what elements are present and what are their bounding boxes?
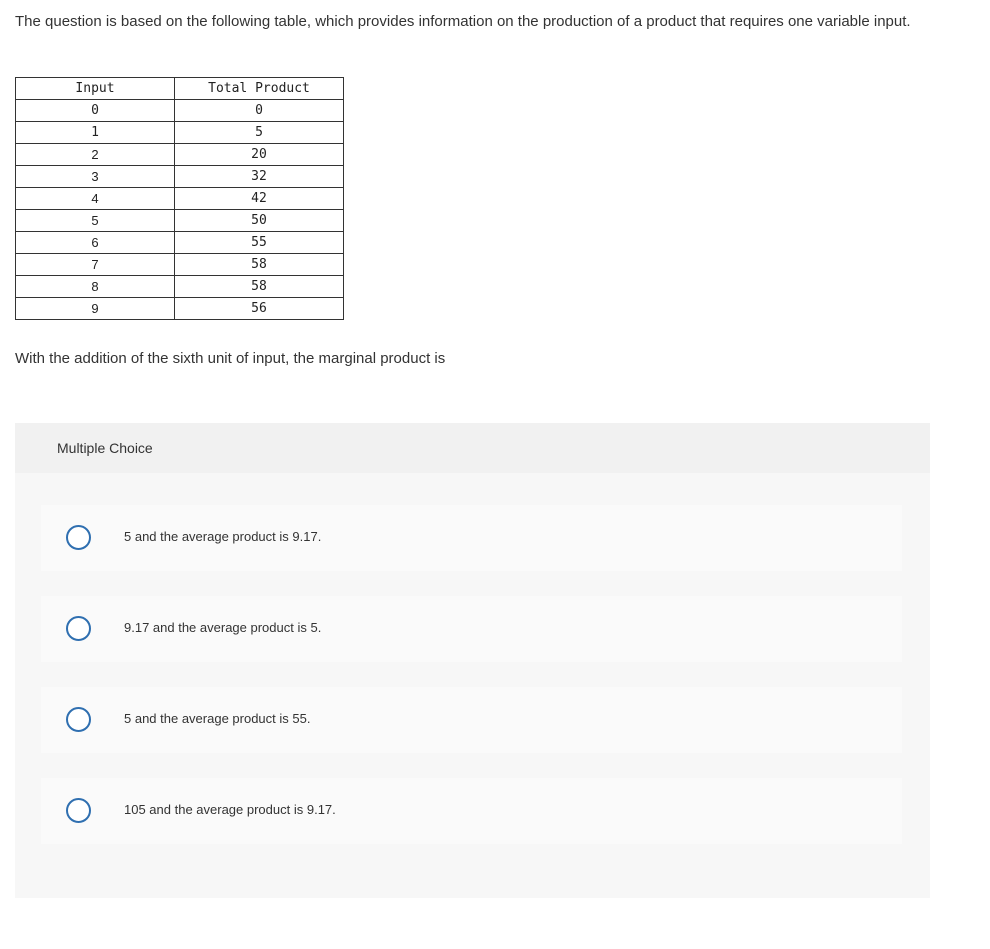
table-row	[16, 188, 344, 210]
multiple-choice-panel	[15, 423, 930, 898]
column-header-input: Input	[16, 78, 175, 100]
question-intro: The question is based on the following table, which provides information on the production of a product that requires one variable input.	[15, 13, 911, 30]
table-row	[16, 210, 344, 232]
table-row	[16, 100, 344, 122]
total-product-cell: 55	[175, 232, 344, 254]
multiple-choice-header	[15, 423, 930, 473]
radio-button[interactable]	[66, 525, 91, 550]
input-cell: 7	[16, 254, 175, 276]
input-cell: 3	[16, 166, 175, 188]
total-product-cell: 20	[175, 144, 344, 166]
radio-button[interactable]	[66, 707, 91, 732]
table-row	[16, 144, 344, 166]
answer-option-4[interactable]	[41, 778, 902, 844]
radio-button[interactable]	[66, 798, 91, 823]
table-row	[16, 232, 344, 254]
total-product-cell: 5	[175, 122, 344, 144]
total-product-cell: 42	[175, 188, 344, 210]
table-row	[16, 276, 344, 298]
input-cell: 0	[16, 100, 175, 122]
column-header-total-product: Total Product	[175, 78, 344, 100]
answer-option-3[interactable]	[41, 687, 902, 753]
input-cell: 4	[16, 188, 175, 210]
input-cell: 6	[16, 232, 175, 254]
input-cell: 8	[16, 276, 175, 298]
answer-option-label: 105 and the average product is 9.17.	[124, 802, 336, 817]
answer-option-label: 5 and the average product is 55.	[124, 711, 311, 726]
input-cell: 5	[16, 210, 175, 232]
answer-option-1[interactable]	[41, 505, 902, 571]
answer-option-label: 9.17 and the average product is 5.	[124, 620, 322, 635]
input-cell: 1	[16, 122, 175, 144]
input-cell: 2	[16, 144, 175, 166]
table-row	[16, 166, 344, 188]
table-row	[16, 254, 344, 276]
total-product-cell: 0	[175, 100, 344, 122]
multiple-choice-title: Multiple Choice	[57, 440, 153, 456]
total-product-cell: 56	[175, 298, 344, 320]
answer-option-label: 5 and the average product is 9.17.	[124, 529, 322, 544]
question-prompt: With the addition of the sixth unit of input, the marginal product is	[15, 350, 446, 367]
table-row	[16, 122, 344, 144]
answer-option-2[interactable]	[41, 596, 902, 662]
total-product-cell: 50	[175, 210, 344, 232]
total-product-cell: 58	[175, 254, 344, 276]
total-product-cell: 58	[175, 276, 344, 298]
production-table	[15, 77, 344, 320]
table-row	[16, 298, 344, 320]
total-product-cell: 32	[175, 166, 344, 188]
table-header-row	[16, 78, 344, 100]
radio-button[interactable]	[66, 616, 91, 641]
input-cell: 9	[16, 298, 175, 320]
